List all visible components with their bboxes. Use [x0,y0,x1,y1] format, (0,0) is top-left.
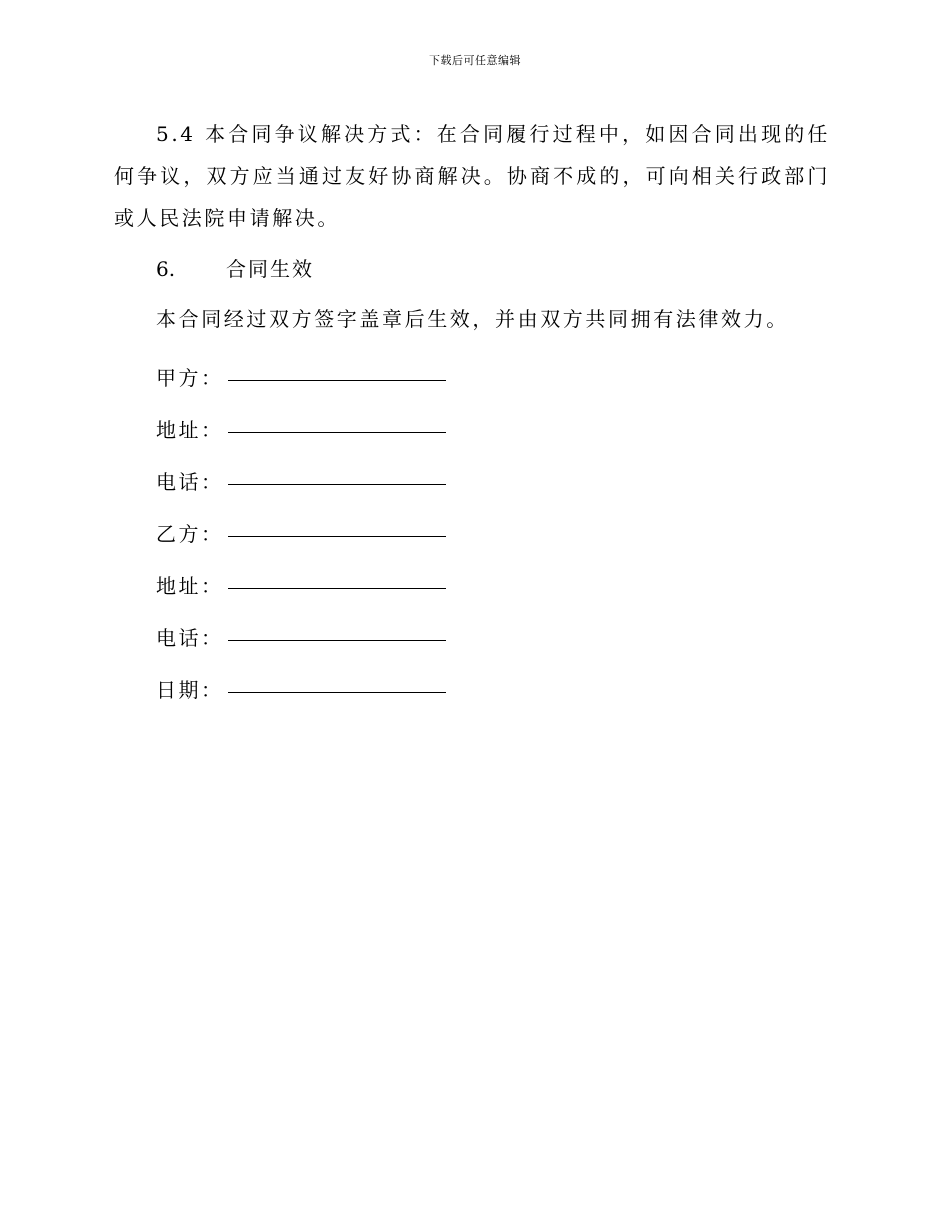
signature-row-party-b-phone [114,610,830,662]
section-6-heading [114,248,830,290]
signature-row-party-a [114,350,830,402]
signature-row-party-b [114,506,830,558]
signature-block [114,350,830,714]
page-header: 下载后可任意编辑 [429,54,521,67]
party-a-phone-label: 电话： [156,469,224,494]
party-a-blank-line [228,368,446,381]
party-a-address-blank-line [228,420,446,433]
date-blank-line [228,680,446,693]
document-body [114,113,830,714]
signature-row-party-a-phone [114,454,830,506]
signature-row-date [114,662,830,714]
party-a-phone-blank-line [228,472,446,485]
party-b-phone-label: 电话： [156,625,224,650]
party-b-label: 乙方： [156,521,224,546]
date-label: 日期： [156,677,224,702]
party-b-address-label: 地址： [156,573,224,598]
party-a-address-label: 地址： [156,417,224,442]
section-6-number: 6. [156,257,176,281]
signature-row-party-b-address [114,558,830,610]
section-6-title: 合同生效 [226,257,314,281]
party-b-address-blank-line [228,576,446,589]
effect-statement: 本合同经过双方签字盖章后生效，并由双方共同拥有法律效力。 [156,307,789,331]
signature-row-party-a-address [114,402,830,454]
party-b-blank-line [228,524,446,537]
party-b-phone-blank-line [228,628,446,641]
party-a-label: 甲方： [156,365,224,390]
clause-5-4-paragraph: 5.4 本合同争议解决方式：在合同履行过程中，如因合同出现的任何争议，双方应当通过友好协商解决。协商不成的，可向相关行政部门或人民法院申请解决。 [114,122,830,230]
